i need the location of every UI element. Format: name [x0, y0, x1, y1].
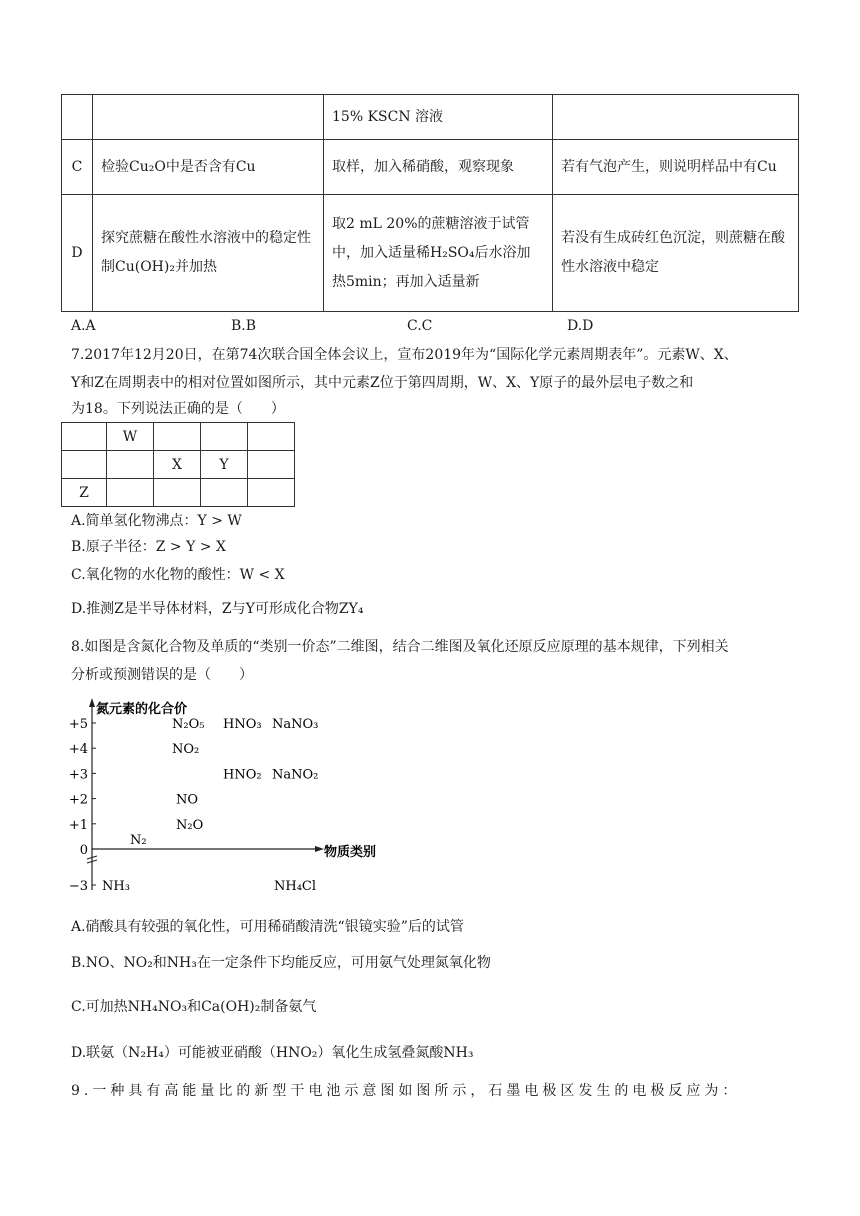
- row-label: C: [62, 140, 93, 195]
- purpose-cell: 检验Cu₂O中是否含有Cu: [93, 140, 324, 195]
- grid-cell: Z: [62, 479, 107, 507]
- grid-cell: [248, 423, 295, 451]
- species-label: HNO₃: [223, 717, 262, 732]
- species-label: N₂: [130, 833, 147, 848]
- option-b: B.B: [231, 318, 257, 334]
- grid-cell: [62, 451, 107, 479]
- conclusion-cell: 若没有生成砖红色沉淀，则蔗糖在酸性水溶液中稳定: [553, 195, 799, 312]
- option-a: A.A: [71, 318, 96, 334]
- grid-cell: [154, 423, 201, 451]
- table-row: [62, 479, 295, 507]
- table-row: [62, 140, 799, 195]
- periodic-grid: [61, 422, 295, 507]
- y-axis-title: 氮元素的化合价: [96, 702, 188, 717]
- species-label: N₂O₅: [172, 717, 205, 732]
- species-labels: [102, 717, 318, 894]
- q7-option-a: A.简单氢化物沸点：Y > W: [71, 513, 242, 529]
- q8-option-d: D.联氨（N₂H₄）可能被亚硝酸（HNO₂）氧化生成氢叠氮酸NH₃: [71, 1045, 474, 1061]
- species-label: N₂O: [176, 817, 204, 833]
- table-row: [62, 451, 295, 479]
- method-cell: 取2 mL 20%的蔗糖溶液于试管中，加入适量稀H₂SO₄后水浴加热5min；再加入适量新: [324, 195, 553, 312]
- species-label: NH₄Cl: [274, 879, 317, 894]
- conclusion-cell: 若有气泡产生，则说明样品中有Cu: [553, 140, 799, 195]
- q8-stem-text: 8.如图是含氮化合物及单质的“类别一价态”二维图，结合二维图及氧化还原反应原理的基本规律，下列相关: [71, 639, 729, 655]
- grid-cell: W: [107, 423, 154, 451]
- grid-cell: [62, 423, 107, 451]
- grid-cell: [248, 479, 295, 507]
- q9-stem-line-1: [71, 1080, 795, 1100]
- valence-category-chart: [60, 694, 400, 898]
- grid-cell: [201, 479, 248, 507]
- grid-cell: [107, 451, 154, 479]
- q8-stem-line-1: [71, 636, 795, 656]
- species-label: NaNO₂: [272, 767, 319, 783]
- grid-cell: [107, 479, 154, 507]
- method-cell: 取样，加入稀硝酸，观察现象: [324, 140, 553, 195]
- option-c: C.C: [407, 318, 433, 334]
- y-tick-label: +2: [68, 792, 88, 808]
- species-label: NH₃: [102, 879, 130, 894]
- q8-option-b: B.NO、NO₂和NH₃在一定条件下均能反应，可用氨气处理氮氧化物: [71, 955, 491, 971]
- table-cell: [93, 95, 324, 140]
- species-label: NO: [176, 792, 199, 808]
- row-label: D: [62, 195, 93, 312]
- q9-stem-text: 9.一种具有高能量比的新型干电池示意图如图所示，石墨电极区发生的电极反应为：: [71, 1083, 741, 1099]
- table-row: [62, 95, 799, 140]
- y-axis-arrow: [89, 698, 95, 707]
- purpose-cell: 探究蔗糖在酸性水溶液中的稳定性制Cu(OH)₂并加热: [93, 195, 324, 312]
- y-tick-label: +5: [68, 717, 88, 732]
- x-axis-arrow: [315, 846, 324, 852]
- table-cell: 15% KSCN 溶液: [324, 95, 553, 140]
- species-label: NO₂: [172, 742, 200, 758]
- y-tick-label: +1: [68, 817, 88, 833]
- y-tick-label: +3: [68, 767, 88, 783]
- table-row: [62, 195, 799, 312]
- table-cell: [62, 95, 93, 140]
- species-label: NaNO₃: [272, 717, 319, 732]
- grid-cell: [201, 423, 248, 451]
- grid-cell: Y: [201, 451, 248, 479]
- q8-option-c: C.可加热NH₄NO₃和Ca(OH)₂制备氨气: [71, 999, 317, 1015]
- q7-stem-line-3: 为18。下列说法正确的是（ ）: [71, 401, 285, 417]
- grid-cell: [154, 479, 201, 507]
- experiment-table: [61, 94, 799, 312]
- q8-option-a: A.硝酸具有较强的氧化性，可用稀硝酸清洗“银镜实验”后的试管: [71, 919, 464, 935]
- grid-cell: X: [154, 451, 201, 479]
- grid-cell: [248, 451, 295, 479]
- q7-stem-text: 7.2017年12月20日，在第74次联合国全体会议上，宣布2019年为“国际化学元素周期表年”。元素W、X、: [71, 347, 738, 363]
- q7-option-c: C.氧化物的水化物的酸性：W < X: [71, 567, 285, 583]
- y-tick-label: 0: [79, 843, 88, 858]
- q7-option-d: D.推测Z是半导体材料，Z与Y可形成化合物ZY₄: [71, 601, 364, 617]
- x-axis-title: 物质类别: [324, 845, 377, 860]
- y-tick-label: +4: [68, 742, 88, 758]
- q7-stem-line-2: Y和Z在周期表中的相对位置如图所示，其中元素Z位于第四周期，W、X、Y原子的最外层电子数之和: [71, 375, 694, 391]
- q7-option-b: B.原子半径：Z > Y > X: [71, 539, 226, 555]
- q7-stem-line-1: [71, 344, 795, 364]
- y-tick-label: −3: [68, 879, 88, 894]
- option-d: D.D: [567, 318, 594, 334]
- table-row: [62, 423, 295, 451]
- species-label: HNO₂: [223, 767, 262, 783]
- q8-stem-line-2: 分析或预测错误的是（ ）: [71, 667, 253, 683]
- table-cell: [553, 95, 799, 140]
